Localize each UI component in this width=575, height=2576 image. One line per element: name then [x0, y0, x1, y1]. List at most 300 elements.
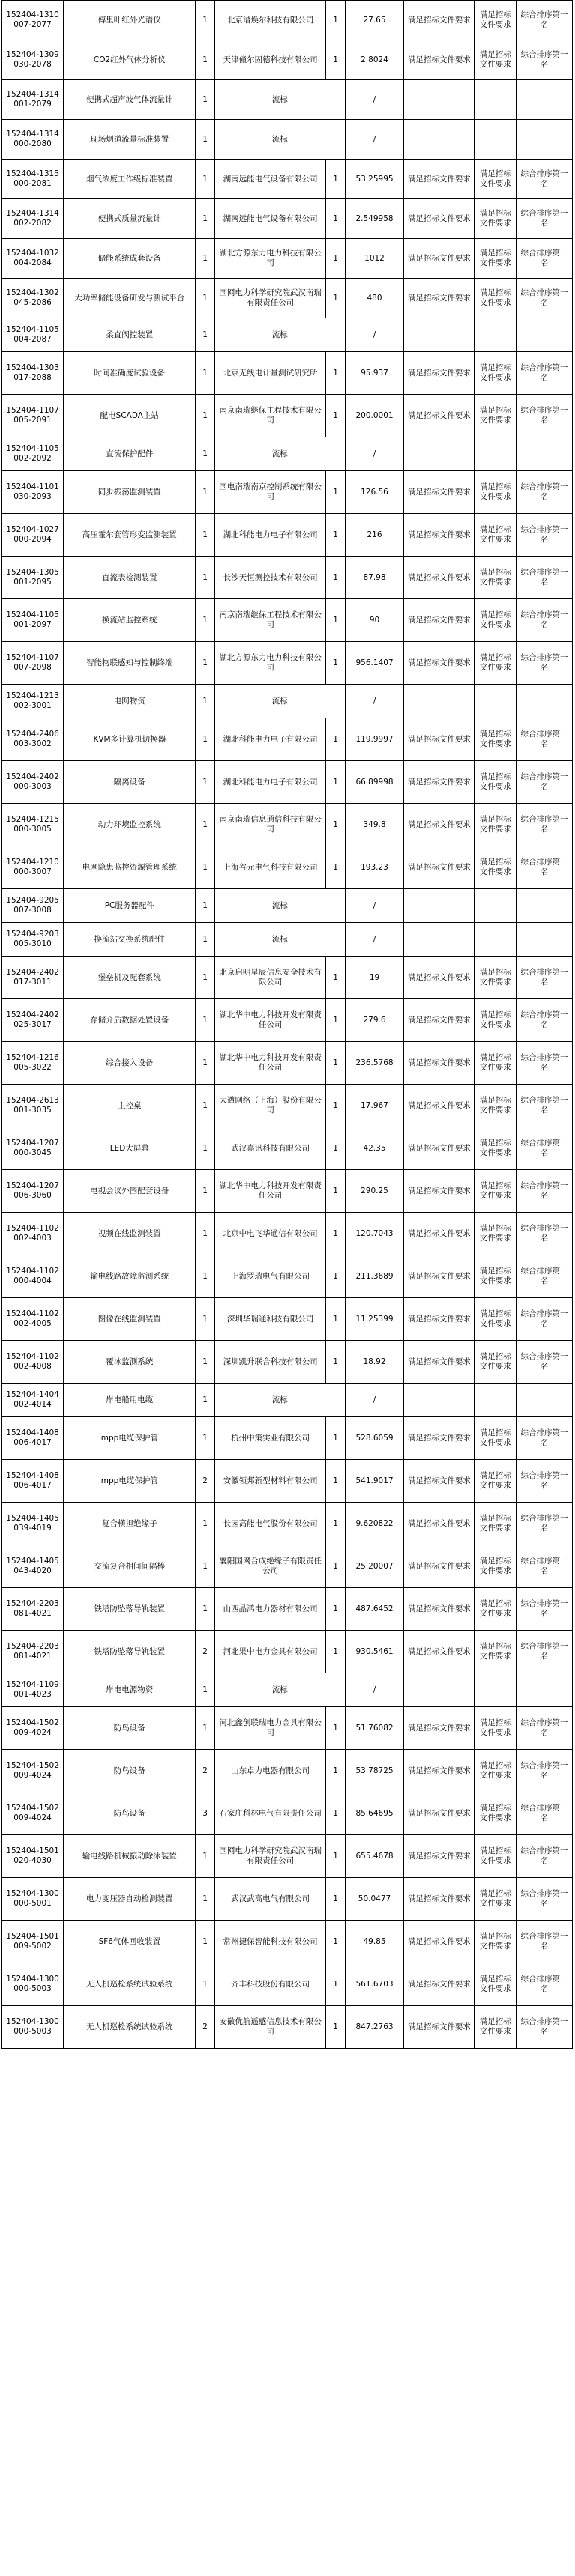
table-row — [2, 1878, 573, 1921]
item-name-cell: 高压霍尔套管形变监测装置 — [64, 514, 196, 557]
table-row — [2, 999, 573, 1042]
qualification-result-cell: 满足招标文件要求 — [404, 1750, 475, 1792]
package-code-cell: 152404-1314001-2079 — [2, 80, 64, 120]
package-code-cell: 152404-1501020-4030 — [2, 1835, 64, 1878]
winning-bidder-cell: 山东卓力电器有限公司 — [214, 1750, 326, 1792]
qualification-result-cell: 满足招标文件要求 — [404, 1255, 475, 1298]
evaluation-result-cell: 满足招标文件要求 — [475, 199, 517, 239]
lot-number-cell: 1 — [196, 1, 214, 40]
qualification-result-cell: 满足招标文件要求 — [404, 1417, 475, 1460]
ranking-cell: 综合排序第一名 — [517, 395, 573, 437]
table-row — [2, 1, 573, 40]
item-name-cell: 电视会议外围配套设备 — [64, 1170, 196, 1213]
bid-price-cell: 27.65 — [345, 1, 404, 40]
package-code-cell: 152404-1502009-4024 — [2, 1792, 64, 1835]
table-row — [2, 761, 573, 804]
evaluation-result-cell: 满足招标文件要求 — [475, 1707, 517, 1750]
quantity-cell: 1 — [326, 1631, 345, 1673]
quantity-cell: 1 — [326, 40, 345, 80]
qualification-result-cell: 满足招标文件要求 — [404, 279, 475, 318]
lot-number-cell: 1 — [196, 846, 214, 889]
lot-number-cell: 1 — [196, 352, 214, 395]
table-row — [2, 40, 573, 80]
package-code-cell: 152404-1300000-5003 — [2, 2006, 64, 2049]
winning-bidder-cell: 天津僮尔固德科技有限公司 — [214, 40, 326, 80]
qualification-result-cell: 满足招标文件要求 — [404, 1707, 475, 1750]
failed-bid-slash: / — [345, 120, 404, 160]
item-name-cell: 换流站监控系统 — [64, 599, 196, 642]
evaluation-result-cell: 满足招标文件要求 — [475, 352, 517, 395]
bid-price-cell: 19 — [345, 957, 404, 999]
package-code-cell: 152404-2203081-4021 — [2, 1631, 64, 1673]
evaluation-result-cell: 满足招标文件要求 — [475, 1750, 517, 1792]
table-row — [2, 1545, 573, 1588]
item-name-cell: 傅里叶红外光谱仪 — [64, 1, 196, 40]
winning-bidder-cell: 湖北科能电力电子有限公司 — [214, 514, 326, 557]
lot-number-cell: 1 — [196, 642, 214, 685]
evaluation-result-cell: 满足招标文件要求 — [475, 1255, 517, 1298]
quantity-cell: 1 — [326, 1417, 345, 1460]
empty-cell — [475, 437, 517, 471]
quantity-cell: 1 — [326, 471, 345, 514]
item-name-cell: 换流站交换系统配件 — [64, 923, 196, 957]
bid-price-cell: 90 — [345, 599, 404, 642]
bid-price-cell: 200.0001 — [345, 395, 404, 437]
evaluation-result-cell: 满足招标文件要求 — [475, 718, 517, 761]
ranking-cell: 综合排序第一名 — [517, 1341, 573, 1384]
qualification-result-cell: 满足招标文件要求 — [404, 957, 475, 999]
evaluation-result-cell: 满足招标文件要求 — [475, 279, 517, 318]
lot-number-cell: 1 — [196, 1417, 214, 1460]
table-row — [2, 1963, 573, 2006]
bid-price-cell: 87.98 — [345, 557, 404, 599]
empty-cell — [517, 889, 573, 923]
empty-cell — [404, 889, 475, 923]
package-code-cell: 152404-1315000-2081 — [2, 160, 64, 199]
qualification-result-cell: 满足招标文件要求 — [404, 1963, 475, 2006]
winning-bidder-cell: 南京南瑞继保工程技术有限公司 — [214, 395, 326, 437]
package-code-cell: 152404-1216005-3022 — [2, 1042, 64, 1085]
lot-number-cell: 1 — [196, 1503, 214, 1545]
qualification-result-cell: 满足招标文件要求 — [404, 1170, 475, 1213]
winning-bidder-cell: 深圳凯升联合科技有限公司 — [214, 1341, 326, 1384]
item-name-cell: 铁塔防坠落导轨装置 — [64, 1631, 196, 1673]
failed-bid-label: 流标 — [214, 685, 345, 718]
lot-number-cell: 1 — [196, 1835, 214, 1878]
qualification-result-cell: 满足招标文件要求 — [404, 514, 475, 557]
winning-bidder-cell: 湖北科能电力电子有限公司 — [214, 761, 326, 804]
winning-bidder-cell: 上海谷元电气科技有限公司 — [214, 846, 326, 889]
item-name-cell: 配电SCADA主站 — [64, 395, 196, 437]
results-table — [1, 0, 573, 2049]
empty-cell — [517, 318, 573, 352]
winning-bidder-cell: 国网电力科学研究院武汉南瑞有限责任公司 — [214, 279, 326, 318]
evaluation-result-cell: 满足招标文件要求 — [475, 1042, 517, 1085]
qualification-result-cell: 满足招标文件要求 — [404, 1, 475, 40]
package-code-cell: 152404-1210000-3007 — [2, 846, 64, 889]
bid-price-cell: 2.8024 — [345, 40, 404, 80]
evaluation-result-cell: 满足招标文件要求 — [475, 1835, 517, 1878]
qualification-result-cell: 满足招标文件要求 — [404, 846, 475, 889]
ranking-cell: 综合排序第一名 — [517, 1417, 573, 1460]
qualification-result-cell: 满足招标文件要求 — [404, 199, 475, 239]
quantity-cell: 1 — [326, 395, 345, 437]
quantity-cell: 1 — [326, 1878, 345, 1921]
ranking-cell: 综合排序第一名 — [517, 718, 573, 761]
item-name-cell: 防鸟设备 — [64, 1792, 196, 1835]
qualification-result-cell: 满足招标文件要求 — [404, 1298, 475, 1341]
bid-price-cell: 49.85 — [345, 1921, 404, 1963]
ranking-cell: 综合排序第一名 — [517, 514, 573, 557]
failed-bid-slash: / — [345, 1384, 404, 1417]
package-code-cell: 152404-2406003-3002 — [2, 718, 64, 761]
package-code-cell: 152404-9205007-3008 — [2, 889, 64, 923]
qualification-result-cell: 满足招标文件要求 — [404, 2006, 475, 2049]
table-row — [2, 1503, 573, 1545]
ranking-cell: 综合排序第一名 — [517, 846, 573, 889]
quantity-cell: 1 — [326, 1, 345, 40]
lot-number-cell: 1 — [196, 718, 214, 761]
quantity-cell: 1 — [326, 999, 345, 1042]
qualification-result-cell: 满足招标文件要求 — [404, 599, 475, 642]
lot-number-cell: 1 — [196, 1384, 214, 1417]
evaluation-result-cell: 满足招标文件要求 — [475, 1963, 517, 2006]
bid-price-cell: 480 — [345, 279, 404, 318]
quantity-cell: 1 — [326, 1503, 345, 1545]
ranking-cell: 综合排序第一名 — [517, 1, 573, 40]
lot-number-cell: 1 — [196, 239, 214, 279]
item-name-cell: PC服务器配件 — [64, 889, 196, 923]
bid-price-cell: 279.6 — [345, 999, 404, 1042]
table-row — [2, 1170, 573, 1213]
ranking-cell: 综合排序第一名 — [517, 1792, 573, 1835]
table-row — [2, 514, 573, 557]
table-row — [2, 846, 573, 889]
ranking-cell: 综合排序第一名 — [517, 1707, 573, 1750]
ranking-cell: 综合排序第一名 — [517, 1127, 573, 1170]
item-name-cell: 复合横担绝缘子 — [64, 1503, 196, 1545]
lot-number-cell: 1 — [196, 199, 214, 239]
ranking-cell: 综合排序第一名 — [517, 1963, 573, 2006]
package-code-cell: 152404-1105001-2097 — [2, 599, 64, 642]
lot-number-cell: 1 — [196, 923, 214, 957]
lot-number-cell: 1 — [196, 957, 214, 999]
item-name-cell: 便携式质量流量计 — [64, 199, 196, 239]
bid-price-cell: 51.76082 — [345, 1707, 404, 1750]
item-name-cell: 输电线路故障监测系统 — [64, 1255, 196, 1298]
ranking-cell: 综合排序第一名 — [517, 1213, 573, 1255]
table-row — [2, 1750, 573, 1792]
bid-price-cell: 236.5768 — [345, 1042, 404, 1085]
package-code-cell: 152404-1408006-4017 — [2, 1460, 64, 1503]
evaluation-result-cell: 满足招标文件要求 — [475, 599, 517, 642]
lot-number-cell: 1 — [196, 1042, 214, 1085]
table-row — [2, 957, 573, 999]
package-code-cell: 152404-1215000-3005 — [2, 804, 64, 846]
winning-bidder-cell: 襄阳国网合成绝缘子有限责任公司 — [214, 1545, 326, 1588]
package-code-cell: 152404-1309030-2078 — [2, 40, 64, 80]
lot-number-cell: 2 — [196, 2006, 214, 2049]
table-body — [2, 1, 573, 2049]
evaluation-result-cell: 满足招标文件要求 — [475, 557, 517, 599]
item-name-cell: 时间准确度试验设备 — [64, 352, 196, 395]
quantity-cell: 1 — [326, 1042, 345, 1085]
ranking-cell: 综合排序第一名 — [517, 1460, 573, 1503]
qualification-result-cell: 满足招标文件要求 — [404, 1588, 475, 1631]
evaluation-result-cell: 满足招标文件要求 — [475, 804, 517, 846]
item-name-cell: 同步振荡监测装置 — [64, 471, 196, 514]
evaluation-result-cell: 满足招标文件要求 — [475, 239, 517, 279]
winning-bidder-cell: 湖北华中电力科技开发有限责任公司 — [214, 999, 326, 1042]
evaluation-result-cell: 满足招标文件要求 — [475, 761, 517, 804]
lot-number-cell: 1 — [196, 1673, 214, 1707]
item-name-cell: 大功率储能设备研发与测试平台 — [64, 279, 196, 318]
package-code-cell: 152404-1207006-3060 — [2, 1170, 64, 1213]
item-name-cell: 铁塔防坠落导轨装置 — [64, 1588, 196, 1631]
qualification-result-cell: 满足招标文件要求 — [404, 1545, 475, 1588]
evaluation-result-cell: 满足招标文件要求 — [475, 1503, 517, 1545]
winning-bidder-cell: 杭州中策实业有限公司 — [214, 1417, 326, 1460]
winning-bidder-cell: 湖北华中电力科技开发有限责任公司 — [214, 1042, 326, 1085]
lot-number-cell: 3 — [196, 1792, 214, 1835]
empty-cell — [404, 1673, 475, 1707]
table-row — [2, 1631, 573, 1673]
qualification-result-cell: 满足招标文件要求 — [404, 1792, 475, 1835]
package-code-cell: 152404-1314000-2080 — [2, 120, 64, 160]
quantity-cell: 1 — [326, 642, 345, 685]
failed-bid-slash: / — [345, 437, 404, 471]
item-name-cell: 便携式超声波气体流量计 — [64, 80, 196, 120]
qualification-result-cell: 满足招标文件要求 — [404, 1085, 475, 1127]
item-name-cell: 隔离设备 — [64, 761, 196, 804]
package-code-cell: 152404-1102000-4004 — [2, 1255, 64, 1298]
qualification-result-cell: 满足招标文件要求 — [404, 1341, 475, 1384]
quantity-cell: 1 — [326, 514, 345, 557]
failed-bid-label: 流标 — [214, 1673, 345, 1707]
ranking-cell: 综合排序第一名 — [517, 160, 573, 199]
quantity-cell: 1 — [326, 1963, 345, 2006]
evaluation-result-cell: 满足招标文件要求 — [475, 1878, 517, 1921]
table-row — [2, 889, 573, 923]
table-row — [2, 352, 573, 395]
ranking-cell: 综合排序第一名 — [517, 957, 573, 999]
winning-bidder-cell: 上海罗瑞电气有限公司 — [214, 1255, 326, 1298]
ranking-cell: 综合排序第一名 — [517, 471, 573, 514]
quantity-cell: 1 — [326, 1170, 345, 1213]
quantity-cell: 1 — [326, 1298, 345, 1341]
table-row — [2, 239, 573, 279]
quantity-cell: 1 — [326, 1213, 345, 1255]
item-name-cell: 防鸟设备 — [64, 1707, 196, 1750]
ranking-cell: 综合排序第一名 — [517, 1042, 573, 1085]
evaluation-result-cell: 满足招标文件要求 — [475, 1460, 517, 1503]
bid-price-cell: 290.25 — [345, 1170, 404, 1213]
qualification-result-cell: 满足招标文件要求 — [404, 718, 475, 761]
table-row — [2, 437, 573, 471]
table-row — [2, 279, 573, 318]
bid-price-cell: 216 — [345, 514, 404, 557]
empty-cell — [404, 1384, 475, 1417]
qualification-result-cell: 满足招标文件要求 — [404, 1835, 475, 1878]
lot-number-cell: 1 — [196, 599, 214, 642]
lot-number-cell: 1 — [196, 1588, 214, 1631]
lot-number-cell: 1 — [196, 471, 214, 514]
winning-bidder-cell: 北京无线电计量测试研究所 — [214, 352, 326, 395]
evaluation-result-cell: 满足招标文件要求 — [475, 1792, 517, 1835]
ranking-cell: 综合排序第一名 — [517, 999, 573, 1042]
item-name-cell: 电网隐患监控资源管理系统 — [64, 846, 196, 889]
table-row — [2, 557, 573, 599]
bid-price-cell: 11.25399 — [345, 1298, 404, 1341]
empty-cell — [475, 923, 517, 957]
empty-cell — [404, 437, 475, 471]
table-row — [2, 1085, 573, 1127]
table-row — [2, 718, 573, 761]
quantity-cell: 1 — [326, 1792, 345, 1835]
qualification-result-cell: 满足招标文件要求 — [404, 160, 475, 199]
bid-price-cell: 349.8 — [345, 804, 404, 846]
winning-bidder-cell: 长园高能电气股份有限公司 — [214, 1503, 326, 1545]
quantity-cell: 1 — [326, 804, 345, 846]
qualification-result-cell: 满足招标文件要求 — [404, 1213, 475, 1255]
ranking-cell: 综合排序第一名 — [517, 279, 573, 318]
qualification-result-cell: 满足招标文件要求 — [404, 557, 475, 599]
evaluation-result-cell: 满足招标文件要求 — [475, 1921, 517, 1963]
bid-price-cell: 53.25995 — [345, 160, 404, 199]
quantity-cell: 1 — [326, 957, 345, 999]
bid-price-cell: 25.20007 — [345, 1545, 404, 1588]
qualification-result-cell: 满足招标文件要求 — [404, 40, 475, 80]
empty-cell — [404, 120, 475, 160]
lot-number-cell: 1 — [196, 804, 214, 846]
bid-price-cell: 541.9017 — [345, 1460, 404, 1503]
failed-bid-slash: / — [345, 318, 404, 352]
quantity-cell: 1 — [326, 1545, 345, 1588]
evaluation-result-cell: 满足招标文件要求 — [475, 1588, 517, 1631]
winning-bidder-cell: 湖北华中电力科技开发有限责任公司 — [214, 1170, 326, 1213]
evaluation-result-cell: 满足招标文件要求 — [475, 1298, 517, 1341]
failed-bid-slash: / — [345, 685, 404, 718]
table-row — [2, 599, 573, 642]
bid-price-cell: 211.3689 — [345, 1255, 404, 1298]
qualification-result-cell: 满足招标文件要求 — [404, 1042, 475, 1085]
failed-bid-slash: / — [345, 1673, 404, 1707]
table-row — [2, 1417, 573, 1460]
evaluation-result-cell: 满足招标文件要求 — [475, 957, 517, 999]
winning-bidder-cell: 北京启明星辰信息安全技术有限公司 — [214, 957, 326, 999]
ranking-cell: 综合排序第一名 — [517, 40, 573, 80]
quantity-cell: 1 — [326, 1921, 345, 1963]
quantity-cell: 1 — [326, 1460, 345, 1503]
lot-number-cell: 1 — [196, 1963, 214, 2006]
quantity-cell: 1 — [326, 1750, 345, 1792]
package-code-cell: 152404-1502009-4024 — [2, 1707, 64, 1750]
qualification-result-cell: 满足招标文件要求 — [404, 239, 475, 279]
ranking-cell: 综合排序第一名 — [517, 1878, 573, 1921]
item-name-cell: 无人机巡检系统试验系统 — [64, 2006, 196, 2049]
item-name-cell: 覆冰监测系统 — [64, 1341, 196, 1384]
lot-number-cell: 1 — [196, 1085, 214, 1127]
winning-bidder-cell: 北京中电飞华通信有限公司 — [214, 1213, 326, 1255]
winning-bidder-cell: 河北鑫创联瑞电力金具有限公司 — [214, 1707, 326, 1750]
package-code-cell: 152404-1300000-5003 — [2, 1963, 64, 2006]
table-row — [2, 1255, 573, 1298]
table-row — [2, 1213, 573, 1255]
qualification-result-cell: 满足招标文件要求 — [404, 352, 475, 395]
item-name-cell: 智能物联感知与控制终端 — [64, 642, 196, 685]
quantity-cell: 1 — [326, 1085, 345, 1127]
ranking-cell: 综合排序第一名 — [517, 239, 573, 279]
package-code-cell: 152404-9203005-3010 — [2, 923, 64, 957]
table-row — [2, 1921, 573, 1963]
bid-price-cell: 930.5461 — [345, 1631, 404, 1673]
ranking-cell: 综合排序第一名 — [517, 1255, 573, 1298]
evaluation-result-cell: 满足招标文件要求 — [475, 1417, 517, 1460]
package-code-cell: 152404-1102002-4003 — [2, 1213, 64, 1255]
ranking-cell: 综合排序第一名 — [517, 352, 573, 395]
package-code-cell: 152404-2613001-3035 — [2, 1085, 64, 1127]
lot-number-cell: 1 — [196, 889, 214, 923]
item-name-cell: 电力变压器自动检测装置 — [64, 1878, 196, 1921]
lot-number-cell: 1 — [196, 437, 214, 471]
bid-price-cell: 193.23 — [345, 846, 404, 889]
failed-bid-label: 流标 — [214, 80, 345, 120]
package-code-cell: 152404-1027000-2094 — [2, 514, 64, 557]
table-row — [2, 120, 573, 160]
item-name-cell: 存储介质数据处置设备 — [64, 999, 196, 1042]
lot-number-cell: 1 — [196, 40, 214, 80]
quantity-cell: 1 — [326, 352, 345, 395]
empty-cell — [475, 80, 517, 120]
winning-bidder-cell: 武汉嘉讯科技有限公司 — [214, 1127, 326, 1170]
qualification-result-cell: 满足招标文件要求 — [404, 1921, 475, 1963]
empty-cell — [517, 80, 573, 120]
winning-bidder-cell: 石家庄科林电气有限责任公司 — [214, 1792, 326, 1835]
bid-price-cell: 1012 — [345, 239, 404, 279]
ranking-cell: 综合排序第一名 — [517, 761, 573, 804]
package-code-cell: 152404-1213002-3001 — [2, 685, 64, 718]
ranking-cell: 综合排序第一名 — [517, 642, 573, 685]
qualification-result-cell: 满足招标文件要求 — [404, 1127, 475, 1170]
package-code-cell: 152404-1302045-2086 — [2, 279, 64, 318]
winning-bidder-cell: 大遒网络（上海）股份有限公司 — [214, 1085, 326, 1127]
evaluation-result-cell: 满足招标文件要求 — [475, 1341, 517, 1384]
empty-cell — [475, 889, 517, 923]
lot-number-cell: 1 — [196, 685, 214, 718]
bid-price-cell: 2.549958 — [345, 199, 404, 239]
winning-bidder-cell: 湖南远能电气设备有限公司 — [214, 160, 326, 199]
winning-bidder-cell: 湖北科能电力电子有限公司 — [214, 718, 326, 761]
lot-number-cell: 1 — [196, 1545, 214, 1588]
package-code-cell: 152404-1502009-4024 — [2, 1750, 64, 1792]
item-name-cell: 无人机巡检系统试验系统 — [64, 1963, 196, 2006]
ranking-cell: 综合排序第一名 — [517, 1835, 573, 1878]
lot-number-cell: 1 — [196, 999, 214, 1042]
package-code-cell: 152404-1404002-4014 — [2, 1384, 64, 1417]
lot-number-cell: 1 — [196, 1878, 214, 1921]
evaluation-result-cell: 满足招标文件要求 — [475, 160, 517, 199]
item-name-cell: 岸电电源物资 — [64, 1673, 196, 1707]
empty-cell — [404, 923, 475, 957]
item-name-cell: 输电线路机械振动除冰装置 — [64, 1835, 196, 1878]
lot-number-cell: 1 — [196, 279, 214, 318]
lot-number-cell: 1 — [196, 1170, 214, 1213]
empty-cell — [517, 120, 573, 160]
bid-price-cell: 42.35 — [345, 1127, 404, 1170]
table-row — [2, 1341, 573, 1384]
failed-bid-label: 流标 — [214, 923, 345, 957]
table-row — [2, 1835, 573, 1878]
